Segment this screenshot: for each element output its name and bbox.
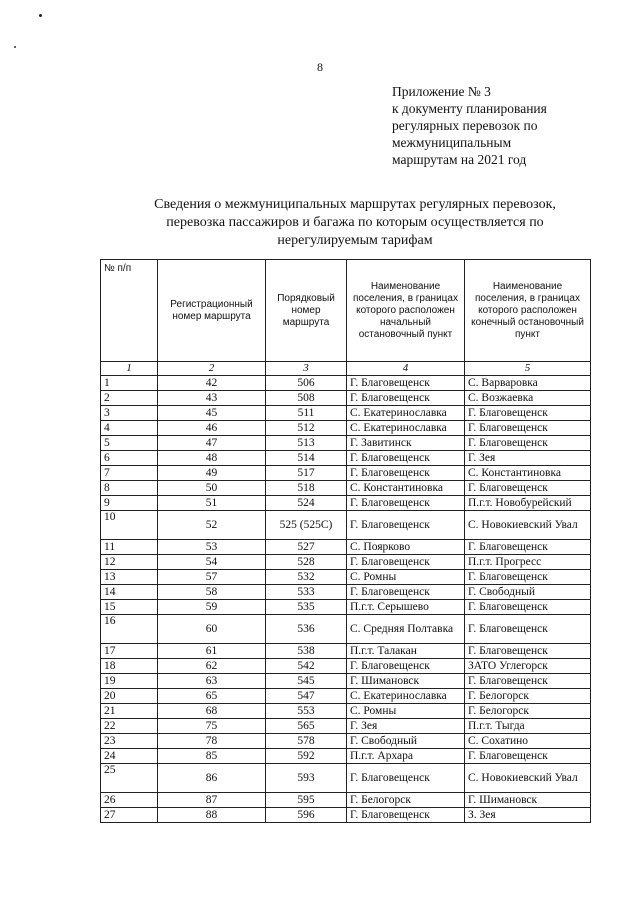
row-number: 23 (101, 734, 158, 749)
registration-number: 85 (158, 749, 266, 764)
table-row (101, 511, 591, 540)
registration-number: 63 (158, 674, 266, 689)
end-settlement: Г. Благовещенск (465, 644, 591, 659)
route-number: 512 (266, 421, 347, 436)
end-settlement: ЗАТО Углегорск (465, 659, 591, 674)
row-number: 14 (101, 585, 158, 600)
title-line: перевозка пассажиров и багажа по которым осуществляется по (166, 215, 544, 230)
route-number: 528 (266, 555, 347, 570)
column-index: 4 (347, 362, 465, 376)
table-row (101, 719, 591, 734)
table-row (101, 496, 591, 511)
start-settlement: С. Средняя Полтавка (347, 615, 465, 644)
row-number: 1 (101, 376, 158, 391)
table-row (101, 689, 591, 704)
registration-number: 53 (158, 540, 266, 555)
registration-number: 59 (158, 600, 266, 615)
end-settlement: Г. Благовещенск (465, 540, 591, 555)
table-row (101, 376, 591, 391)
table-row (101, 585, 591, 600)
end-settlement: Г. Белогорск (465, 689, 591, 704)
table-row (101, 764, 591, 793)
registration-number: 87 (158, 793, 266, 808)
registration-number: 51 (158, 496, 266, 511)
end-settlement: С. Возжаевка (465, 391, 591, 406)
registration-number: 48 (158, 451, 266, 466)
column-header: Регистрационный номер маршрута (158, 260, 266, 362)
start-settlement: П.г.т. Талакан (347, 644, 465, 659)
registration-number: 75 (158, 719, 266, 734)
route-number: 513 (266, 436, 347, 451)
end-settlement: П.г.т. Прогресс (465, 555, 591, 570)
registration-number: 88 (158, 808, 266, 823)
start-settlement: Г. Завитинск (347, 436, 465, 451)
row-number: 20 (101, 689, 158, 704)
end-settlement: С. Сохатино (465, 734, 591, 749)
registration-number: 78 (158, 734, 266, 749)
end-settlement: С. Константиновка (465, 466, 591, 481)
route-number: 545 (266, 674, 347, 689)
end-settlement: П.г.т. Тыгда (465, 719, 591, 734)
table-row (101, 749, 591, 764)
table-row (101, 659, 591, 674)
registration-number: 60 (158, 615, 266, 644)
start-settlement: Г. Белогорск (347, 793, 465, 808)
row-number: 3 (101, 406, 158, 421)
registration-number: 54 (158, 555, 266, 570)
table-row (101, 704, 591, 719)
table-row (101, 793, 591, 808)
registration-number: 62 (158, 659, 266, 674)
route-number: 535 (266, 600, 347, 615)
appendix-note (392, 83, 632, 168)
end-settlement: С. Новокиевский Увал (465, 511, 591, 540)
route-number: 525 (525С) (266, 511, 347, 540)
table-row (101, 540, 591, 555)
registration-number: 86 (158, 764, 266, 793)
registration-number: 46 (158, 421, 266, 436)
start-settlement: Г. Благовещенск (347, 391, 465, 406)
table-row (101, 555, 591, 570)
route-number: 536 (266, 615, 347, 644)
row-number: 18 (101, 659, 158, 674)
end-settlement: Г. Благовещенск (465, 436, 591, 451)
start-settlement: Г. Благовещенск (347, 496, 465, 511)
row-number: 10 (101, 511, 158, 540)
row-number: 22 (101, 719, 158, 734)
route-number: 595 (266, 793, 347, 808)
end-settlement: Г. Благовещенск (465, 570, 591, 585)
route-number: 592 (266, 749, 347, 764)
route-number: 578 (266, 734, 347, 749)
start-settlement: Г. Благовещенск (347, 376, 465, 391)
end-settlement: П.г.т. Новобурейский (465, 496, 591, 511)
start-settlement: Г. Зея (347, 719, 465, 734)
route-number: 565 (266, 719, 347, 734)
start-settlement: С. Поярково (347, 540, 465, 555)
column-header: № п/п (101, 260, 158, 362)
row-number: 25 (101, 764, 158, 793)
route-number: 553 (266, 704, 347, 719)
end-settlement: Г. Благовещенск (465, 600, 591, 615)
end-settlement: Г. Свободный (465, 585, 591, 600)
table-row (101, 391, 591, 406)
route-number: 532 (266, 570, 347, 585)
appendix-line: Приложение № 3 (392, 84, 491, 99)
table-row (101, 436, 591, 451)
route-number: 533 (266, 585, 347, 600)
registration-number: 52 (158, 511, 266, 540)
start-settlement: С. Ромны (347, 704, 465, 719)
table-header-row (101, 260, 591, 362)
title-line: нерегулируемым тарифам (277, 233, 433, 248)
registration-number: 61 (158, 644, 266, 659)
route-number: 517 (266, 466, 347, 481)
start-settlement: П.г.т. Архара (347, 749, 465, 764)
scan-speck (39, 14, 42, 17)
row-number: 27 (101, 808, 158, 823)
appendix-line: регулярных перевозок по (392, 118, 538, 133)
row-number: 26 (101, 793, 158, 808)
start-settlement: С. Константиновка (347, 481, 465, 496)
row-number: 15 (101, 600, 158, 615)
start-settlement: Г. Благовещенск (347, 466, 465, 481)
table-row (101, 406, 591, 421)
start-settlement: Г. Благовещенск (347, 808, 465, 823)
appendix-line: маршрутам на 2021 год (392, 152, 527, 167)
table-row (101, 615, 591, 644)
route-number: 596 (266, 808, 347, 823)
routes-table (100, 259, 591, 823)
end-settlement: З. Зея (465, 808, 591, 823)
table-row (101, 674, 591, 689)
end-settlement: Г. Благовещенск (465, 421, 591, 436)
table-row (101, 734, 591, 749)
column-index: 5 (465, 362, 591, 376)
registration-number: 57 (158, 570, 266, 585)
registration-number: 58 (158, 585, 266, 600)
scan-speck (14, 46, 16, 48)
table-row (101, 451, 591, 466)
route-number: 527 (266, 540, 347, 555)
start-settlement: С. Екатеринославка (347, 421, 465, 436)
registration-number: 47 (158, 436, 266, 451)
column-index: 3 (266, 362, 347, 376)
table-row (101, 570, 591, 585)
route-number: 508 (266, 391, 347, 406)
registration-number: 68 (158, 704, 266, 719)
page-number: 8 (317, 60, 323, 74)
row-number: 21 (101, 704, 158, 719)
end-settlement: Г. Благовещенск (465, 481, 591, 496)
end-settlement: Г. Благовещенск (465, 674, 591, 689)
row-number: 17 (101, 644, 158, 659)
end-settlement: Г. Шимановск (465, 793, 591, 808)
route-number: 547 (266, 689, 347, 704)
route-number: 524 (266, 496, 347, 511)
column-header: Наименование поселения, в границах которого расположен конечный остановочный пункт (465, 260, 591, 362)
row-number: 4 (101, 421, 158, 436)
table-row (101, 600, 591, 615)
start-settlement: Г. Шимановск (347, 674, 465, 689)
column-index: 1 (101, 362, 158, 376)
row-number: 8 (101, 481, 158, 496)
registration-number: 45 (158, 406, 266, 421)
row-number: 24 (101, 749, 158, 764)
column-header: Наименование поселения, в границах которого расположен начальный остановочный пункт (347, 260, 465, 362)
end-settlement: С. Новокиевский Увал (465, 764, 591, 793)
table-row (101, 421, 591, 436)
row-number: 2 (101, 391, 158, 406)
start-settlement: С. Ромны (347, 570, 465, 585)
end-settlement: Г. Белогорск (465, 704, 591, 719)
end-settlement: Г. Благовещенск (465, 615, 591, 644)
end-settlement: Г. Благовещенск (465, 406, 591, 421)
start-settlement: П.г.т. Серышево (347, 600, 465, 615)
route-number: 511 (266, 406, 347, 421)
registration-number: 42 (158, 376, 266, 391)
registration-number: 65 (158, 689, 266, 704)
route-number: 542 (266, 659, 347, 674)
start-settlement: Г. Благовещенск (347, 585, 465, 600)
row-number: 5 (101, 436, 158, 451)
title-line: Сведения о межмуниципальных маршрутах регулярных перевозок, (154, 197, 556, 212)
column-index: 2 (158, 362, 266, 376)
row-number: 13 (101, 570, 158, 585)
route-number: 538 (266, 644, 347, 659)
end-settlement: Г. Зея (465, 451, 591, 466)
column-header: Порядковый номер маршрута (266, 260, 347, 362)
registration-number: 50 (158, 481, 266, 496)
row-number: 7 (101, 466, 158, 481)
row-number: 12 (101, 555, 158, 570)
appendix-line: к документу планирования (392, 101, 547, 116)
document-title (120, 196, 590, 250)
table-row (101, 644, 591, 659)
start-settlement: Г. Благовещенск (347, 451, 465, 466)
start-settlement: Г. Благовещенск (347, 659, 465, 674)
route-number: 518 (266, 481, 347, 496)
registration-number: 49 (158, 466, 266, 481)
row-number: 16 (101, 615, 158, 644)
column-index-row (101, 362, 591, 376)
table-row (101, 481, 591, 496)
start-settlement: Г. Благовещенск (347, 764, 465, 793)
registration-number: 43 (158, 391, 266, 406)
row-number: 11 (101, 540, 158, 555)
table-row (101, 466, 591, 481)
row-number: 6 (101, 451, 158, 466)
row-number: 9 (101, 496, 158, 511)
appendix-line: межмуниципальным (392, 135, 512, 150)
table-row (101, 808, 591, 823)
start-settlement: С. Екатеринославка (347, 689, 465, 704)
start-settlement: Г. Благовещенск (347, 511, 465, 540)
routes-table-body (101, 362, 591, 823)
end-settlement: С. Варваровка (465, 376, 591, 391)
start-settlement: Г. Свободный (347, 734, 465, 749)
start-settlement: С. Екатеринославка (347, 406, 465, 421)
start-settlement: Г. Благовещенск (347, 555, 465, 570)
route-number: 514 (266, 451, 347, 466)
route-number: 506 (266, 376, 347, 391)
end-settlement: Г. Благовещенск (465, 749, 591, 764)
row-number: 19 (101, 674, 158, 689)
route-number: 593 (266, 764, 347, 793)
